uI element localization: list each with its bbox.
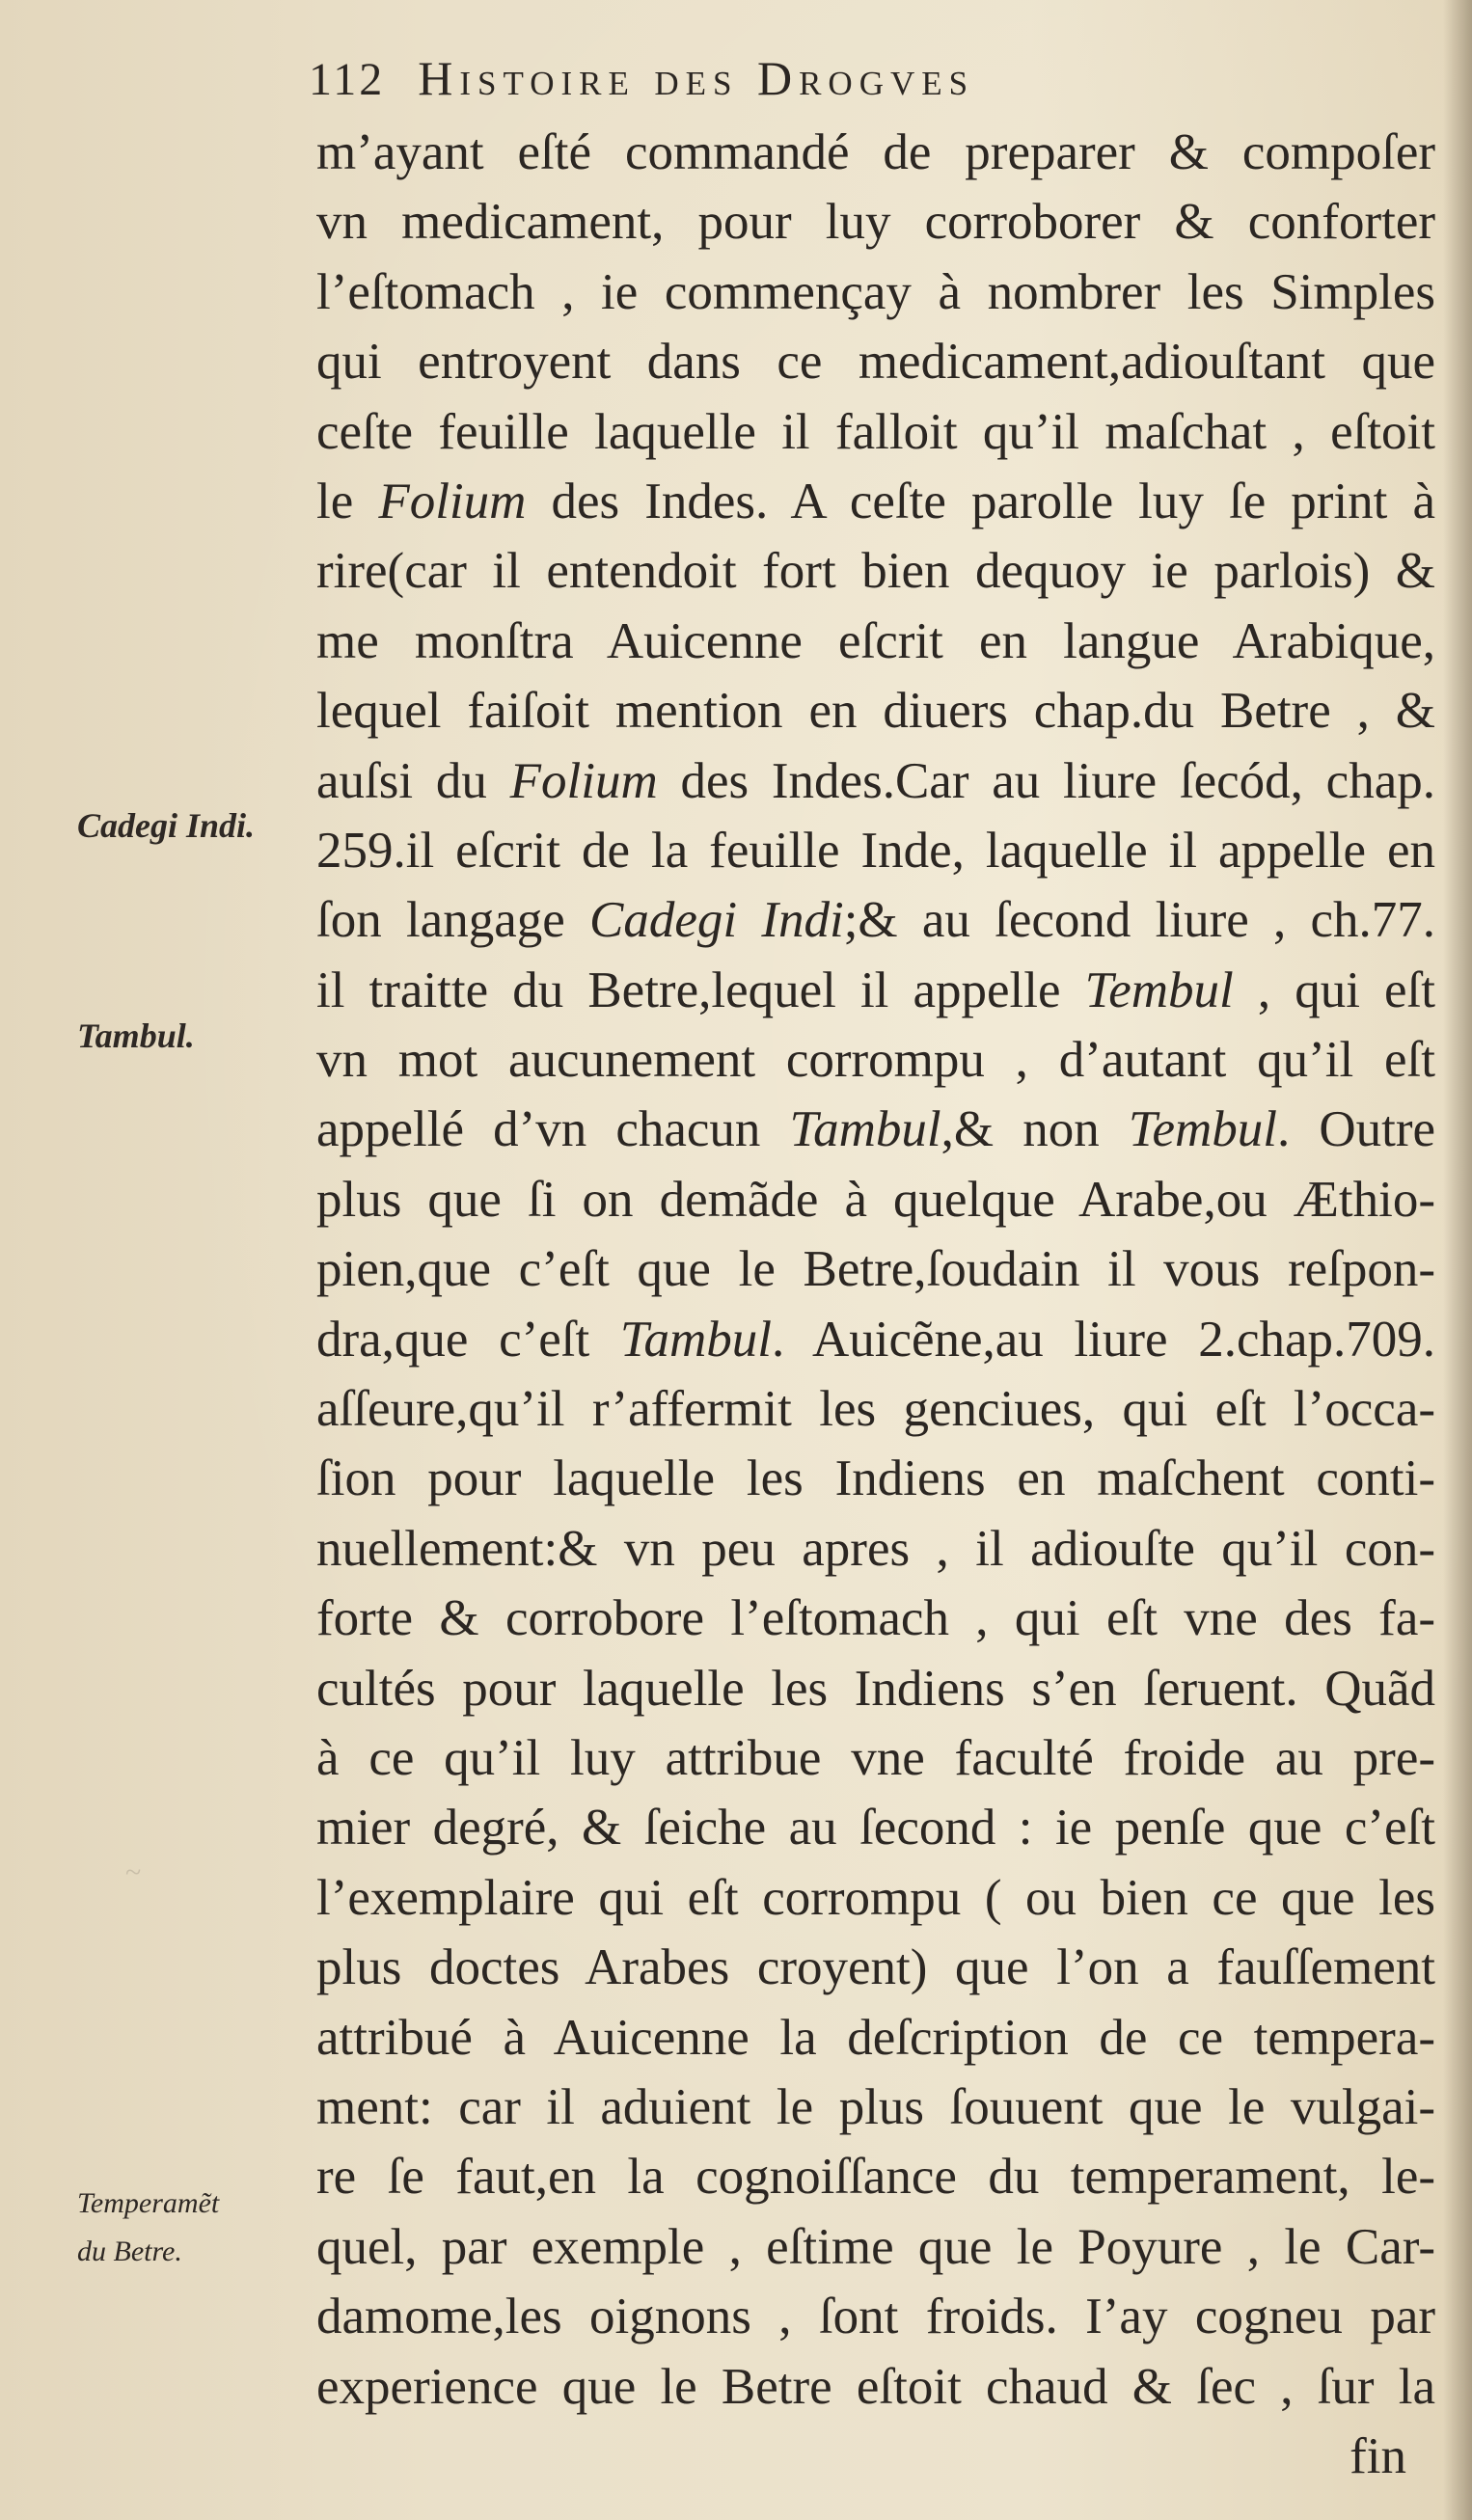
text-line: lequel faiſoit mention en diuers chap.du Betre , &: [316, 683, 1435, 740]
text-line: re ſe faut,en la cognoiſſance du temperament, le-: [316, 2149, 1435, 2206]
text-line: damome,les oignons , ſont froids. I’ay cogneu par: [316, 2289, 1435, 2345]
running-title: Histoire des Drogves: [418, 51, 975, 105]
text-line: experience que le Betre eſtoit chaud & ſec , ſur la: [316, 2358, 1435, 2415]
text-line: qui entroyent dans ce medicament,adiouſtant que: [316, 334, 1435, 391]
margin-note-cadegi: Cadegi Indi.: [77, 806, 256, 845]
text-line: à ce qu’il luy attribue vne faculté froide au pre-: [316, 1729, 1435, 1786]
text-line: il traitte du Betre,lequel il appelle Tembul , qui eſt: [316, 962, 1436, 1018]
text-line: aſſeure,qu’il r’affermit les genciues, qui eſt l’occa-: [316, 1381, 1435, 1438]
text-line: attribué à Auicenne la deſcription de ce tempera-: [316, 2009, 1435, 2066]
text-line: le Folium des Indes. A ceſte parolle luy ſe print à: [316, 473, 1435, 529]
text-line: auſsi du Folium des Indes.Car au liure ſecód, chap.: [316, 752, 1435, 809]
running-head: [309, 50, 1418, 118]
margin-note-temperament-cont: du Betre.: [77, 2235, 182, 2267]
page-number: 112: [309, 54, 386, 105]
margin-note-temperament: Temperamẽt: [77, 2187, 220, 2219]
text-line: m’ayant eſté commandé de preparer & compoſer: [316, 124, 1435, 180]
text-line: dra,que c’eſt Tambul. Auicẽne,au liure 2.chap.709.: [316, 1311, 1435, 1368]
text-line: cultés pour laquelle les Indiens s’en ſeruent. Quãd: [316, 1660, 1435, 1717]
text-line: l’eſtomach , ie commençay à nombrer les Simples: [316, 263, 1435, 320]
margin-note-tambul: Tambul.: [77, 1016, 195, 1055]
text-line: 259.il eſcrit de la feuille Inde, laquelle il appelle en: [316, 822, 1435, 879]
text-line: quel, par exemple , eſtime que le Poyure , le Car-: [316, 2218, 1435, 2275]
body-text: [316, 118, 1435, 2491]
text-line: ſion pour laquelle les Indiens en maſchent conti-: [316, 1450, 1435, 1507]
text-line: appellé d’vn chacun Tambul,& non Tembul. Outre: [316, 1101, 1435, 1158]
text-line: ment: car il aduient le plus ſouuent que le vulgai-: [316, 2078, 1435, 2135]
text-line: plus doctes Arabes croyent) que l’on a fauſſement: [316, 1939, 1435, 1996]
text-line: ceſte feuille laquelle il falloit qu’il maſchat , eſtoit: [316, 403, 1435, 460]
text-line: plus que ſi on demãde à quelque Arabe,ou Æthio-: [316, 1171, 1435, 1228]
page-edge-shadow: [1443, 0, 1472, 2520]
text-line: vn mot aucunement corrompu , d’autant qu’il eſt: [316, 1032, 1435, 1089]
text-line: rire(car il entendoit fort bien dequoy ie parlois) &: [316, 543, 1435, 600]
text-line: l’exemplaire qui eſt corrompu ( ou bien ce que les: [316, 1869, 1435, 1926]
text-line: vn medicament, pour luy corroborer & conforter: [316, 194, 1435, 251]
show-through-mark: ~: [125, 1856, 142, 1888]
text-line: pien,que c’eſt que le Betre,ſoudain il vous reſpon-: [316, 1241, 1435, 1298]
text-line: mier degré, & ſeiche au ſecond : ie penſe que c’eſt: [316, 1800, 1435, 1856]
catchword: fin: [1349, 2427, 1406, 2484]
text-line: ſon langage Cadegi Indi;& au ſecond liure , ch.77.: [316, 892, 1435, 949]
text-line: nuellement:& vn peu apres , il adiouſte qu’il con-: [316, 1520, 1435, 1577]
text-line: forte & corrobore l’eſtomach , qui eſt vne des fa-: [316, 1590, 1435, 1647]
text-line: me monſtra Auicenne eſcrit en langue Arabique,: [316, 612, 1435, 669]
